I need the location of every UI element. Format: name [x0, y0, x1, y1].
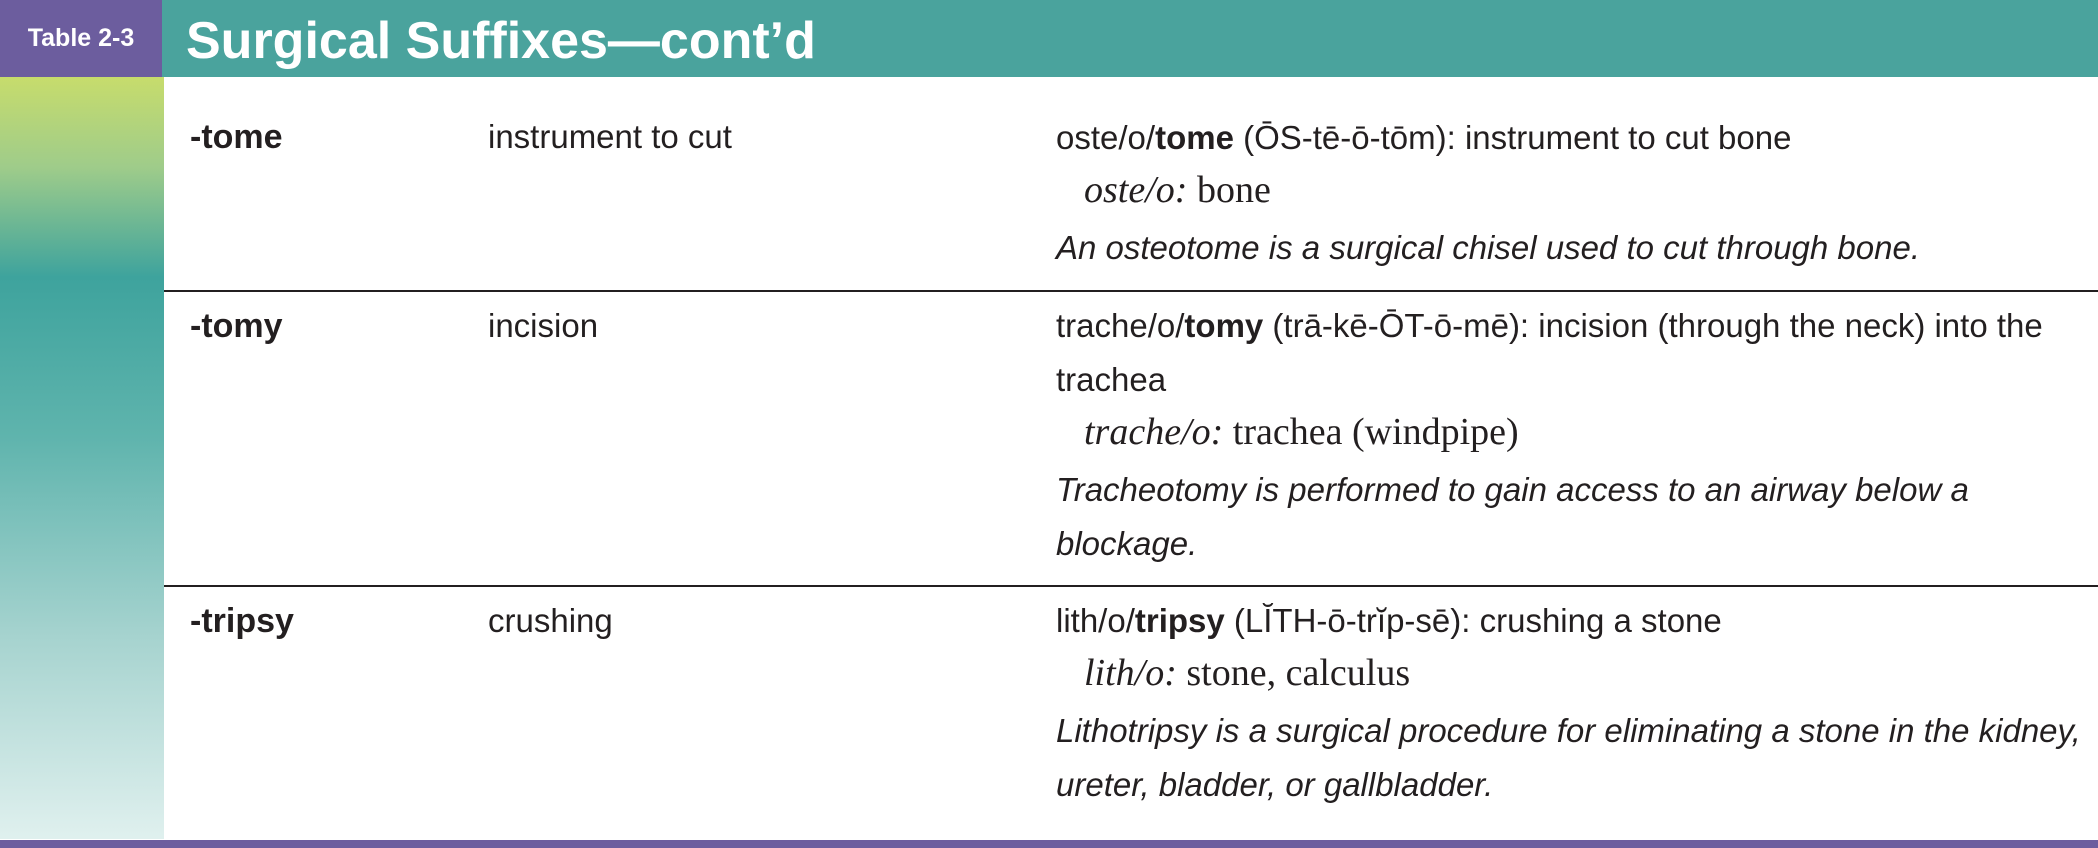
example-cell — [1056, 594, 2086, 812]
example-term: oste/o/tome (ŌS-tē-ō-tōm): instrument to cut bone — [1056, 119, 1792, 156]
word-root: oste/o: bone — [1084, 169, 1271, 211]
word-root: trache/o: trachea (windpipe) — [1084, 411, 1519, 453]
suffix-meaning: incision — [488, 307, 599, 344]
table-number-label: Table 2-3 — [0, 0, 162, 77]
table-row — [164, 292, 2098, 585]
example-term: lith/o/tripsy (LĬTH-ō-trĭp-sē): crushing a stone — [1056, 602, 1722, 639]
side-gradient-bar — [0, 77, 164, 839]
word-root: lith/o: stone, calculus — [1084, 652, 1411, 694]
table-row — [164, 77, 2098, 290]
suffix-term: -tome — [190, 118, 283, 156]
suffix-meaning: instrument to cut — [488, 118, 732, 155]
table-title: Surgical Suffixes—cont’d — [186, 12, 816, 70]
example-cell — [1056, 111, 2086, 275]
suffix-term: -tripsy — [190, 602, 294, 640]
bottom-rule — [0, 840, 2098, 848]
usage-note: An osteotome is a surgical chisel used to cut through bone. — [1056, 229, 1921, 266]
table-row — [164, 587, 2098, 840]
example-cell — [1056, 299, 2086, 571]
usage-note: Tracheotomy is performed to gain access to an airway below a blockage. — [1056, 471, 1969, 562]
usage-note: Lithotripsy is a surgical procedure for eliminating a stone in the kidney, ureter, bladder, or gallbladder. — [1056, 712, 2081, 803]
suffix-meaning: crushing — [488, 602, 613, 639]
suffix-term: -tomy — [190, 307, 283, 345]
example-term: trache/o/tomy (trā-kē-ŌT-ō-mē): incision (through the neck) into the trachea — [1056, 307, 2043, 398]
